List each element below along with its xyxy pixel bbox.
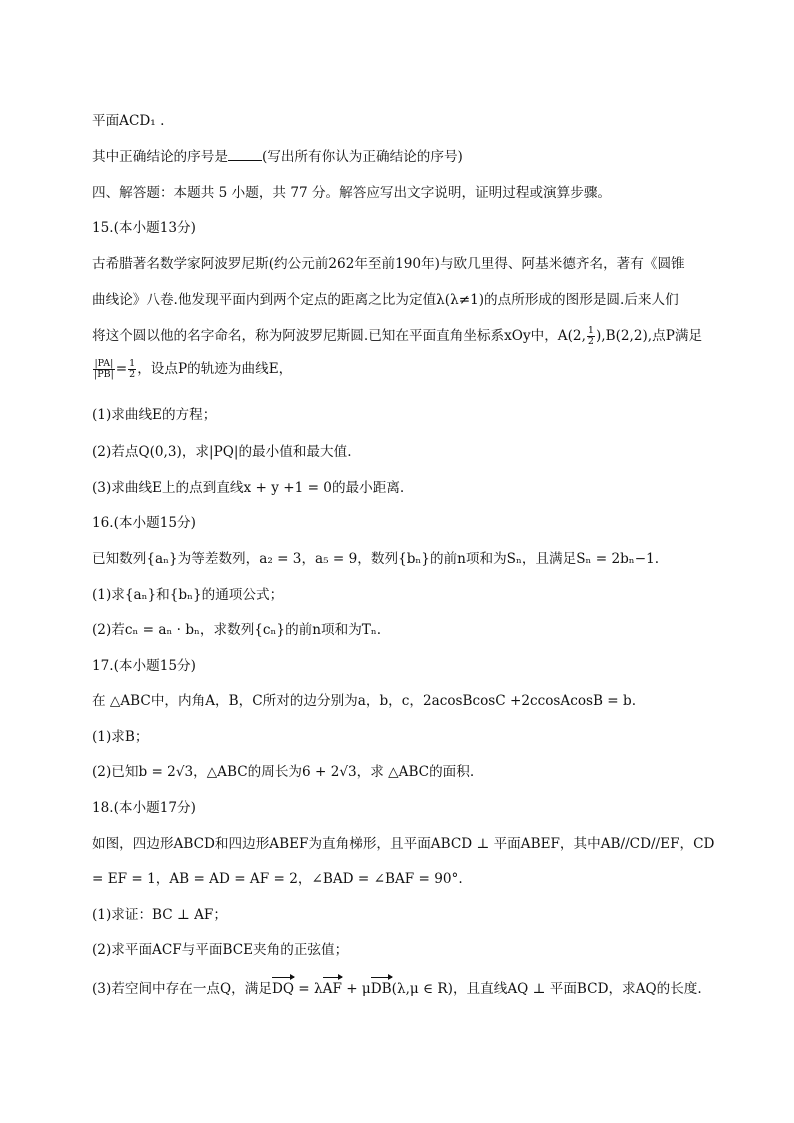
section-heading: 四、解答题：本题共 5 小题，共 77 分。解答应写出文字说明，证明过程或演算步骤。	[92, 185, 612, 201]
text-line	[92, 359, 702, 380]
text-segment: = λ	[293, 981, 323, 997]
fraction-denominator: |PB|	[94, 368, 114, 380]
text-line: 平面ACD₁ .	[92, 113, 165, 129]
vector-dq: DQ	[272, 976, 294, 998]
text-segment: ),B(2,2),点P满足	[595, 327, 703, 344]
vector-db: DB	[371, 976, 392, 998]
text-line: (2)若cₙ = aₙ · bₙ，求数列{cₙ}的前n项和为Tₙ.	[92, 622, 382, 638]
answer-blank[interactable]	[228, 148, 262, 161]
text-segment: + μ	[341, 981, 371, 997]
text-line: = EF = 1，AB = AD = AF = 2，∠BAD = ∠BAF = 90°.	[92, 871, 463, 887]
text-line: (1)求{aₙ}和{bₙ}的通项公式；	[92, 587, 284, 603]
fraction	[587, 326, 595, 347]
text-line: 如图，四边形ABCD和四边形ABEF为直角梯形，且平面ABCD ⊥ 平面ABEF，其中AB//CD//EF，CD	[92, 836, 715, 852]
problem-title-16: 16.(本小题15分)	[92, 515, 196, 531]
fraction-numerator: 1	[587, 325, 594, 336]
text-line: 已知数列{aₙ}为等差数列，a₂ = 3，a₅ = 9，数列{bₙ}的前n项和为Sₙ，且满足Sₙ = 2bₙ−1.	[92, 551, 660, 567]
text-line	[92, 326, 702, 347]
text-segment: 其中正确结论的序号是	[92, 149, 228, 165]
text-line: (3)求曲线E上的点到直线x + y +1 = 0的最小距离.	[92, 480, 405, 496]
text-segment: (3)若空间中存在一点Q，满足	[92, 981, 272, 997]
text-line: (1)求B；	[92, 729, 149, 745]
text-line: (2)已知b = 2√3，△ABC的周长为6 + 2√3，求 △ABC的面积.	[92, 764, 475, 780]
fraction	[128, 359, 136, 380]
text-segment: (写出所有你认为正确结论的序号)	[261, 149, 463, 165]
text-segment: ，设点P的轨迹为曲线E，	[137, 360, 293, 377]
fraction-numerator: |PA|	[94, 358, 114, 369]
problem-title-17: 17.(本小题15分)	[92, 658, 196, 674]
fraction-denominator: 2	[129, 368, 136, 380]
text-segment: (λ,μ ∈ R)，且直线AQ ⊥ 平面BCD，求AQ的长度.	[391, 981, 702, 997]
text-line: 古希腊著名数学家阿波罗尼斯(约公元前262年至前190年)与欧几里得、阿基米德齐名，著有《圆锥	[92, 256, 685, 272]
fill-blank-question	[92, 148, 702, 166]
text-segment: =	[115, 360, 128, 377]
text-line: 在 △ABC中，内角A，B，C所对的边分别为a，b，c，2acosBcosC +2ccosAcosB = b.	[92, 693, 637, 709]
fraction	[93, 359, 115, 380]
text-line: (1)求曲线E的方程；	[92, 407, 217, 423]
vector-af: AF	[323, 976, 342, 998]
text-line: 曲线论》八卷.他发现平面内到两个定点的距离之比为定值λ(λ≠1)的点所形成的图形是圆.后来人们	[92, 292, 679, 308]
text-line: (2)求平面ACF与平面BCE夹角的正弦值；	[92, 942, 349, 958]
problem-title-15: 15.(本小题13分)	[92, 220, 196, 236]
text-line: (2)若点Q(0,3)，求|PQ|的最小值和最大值.	[92, 444, 352, 460]
text-segment: 将这个圆以他的名字命名，称为阿波罗尼斯圆.已知在平面直角坐标系xOy中，A(2,	[92, 327, 586, 344]
fraction-numerator: 1	[129, 358, 136, 369]
text-line	[92, 976, 702, 998]
problem-title-18: 18.(本小题17分)	[92, 800, 196, 816]
text-line: (1)求证：BC ⊥ AF；	[92, 907, 227, 923]
fraction-denominator: 2	[587, 335, 594, 347]
